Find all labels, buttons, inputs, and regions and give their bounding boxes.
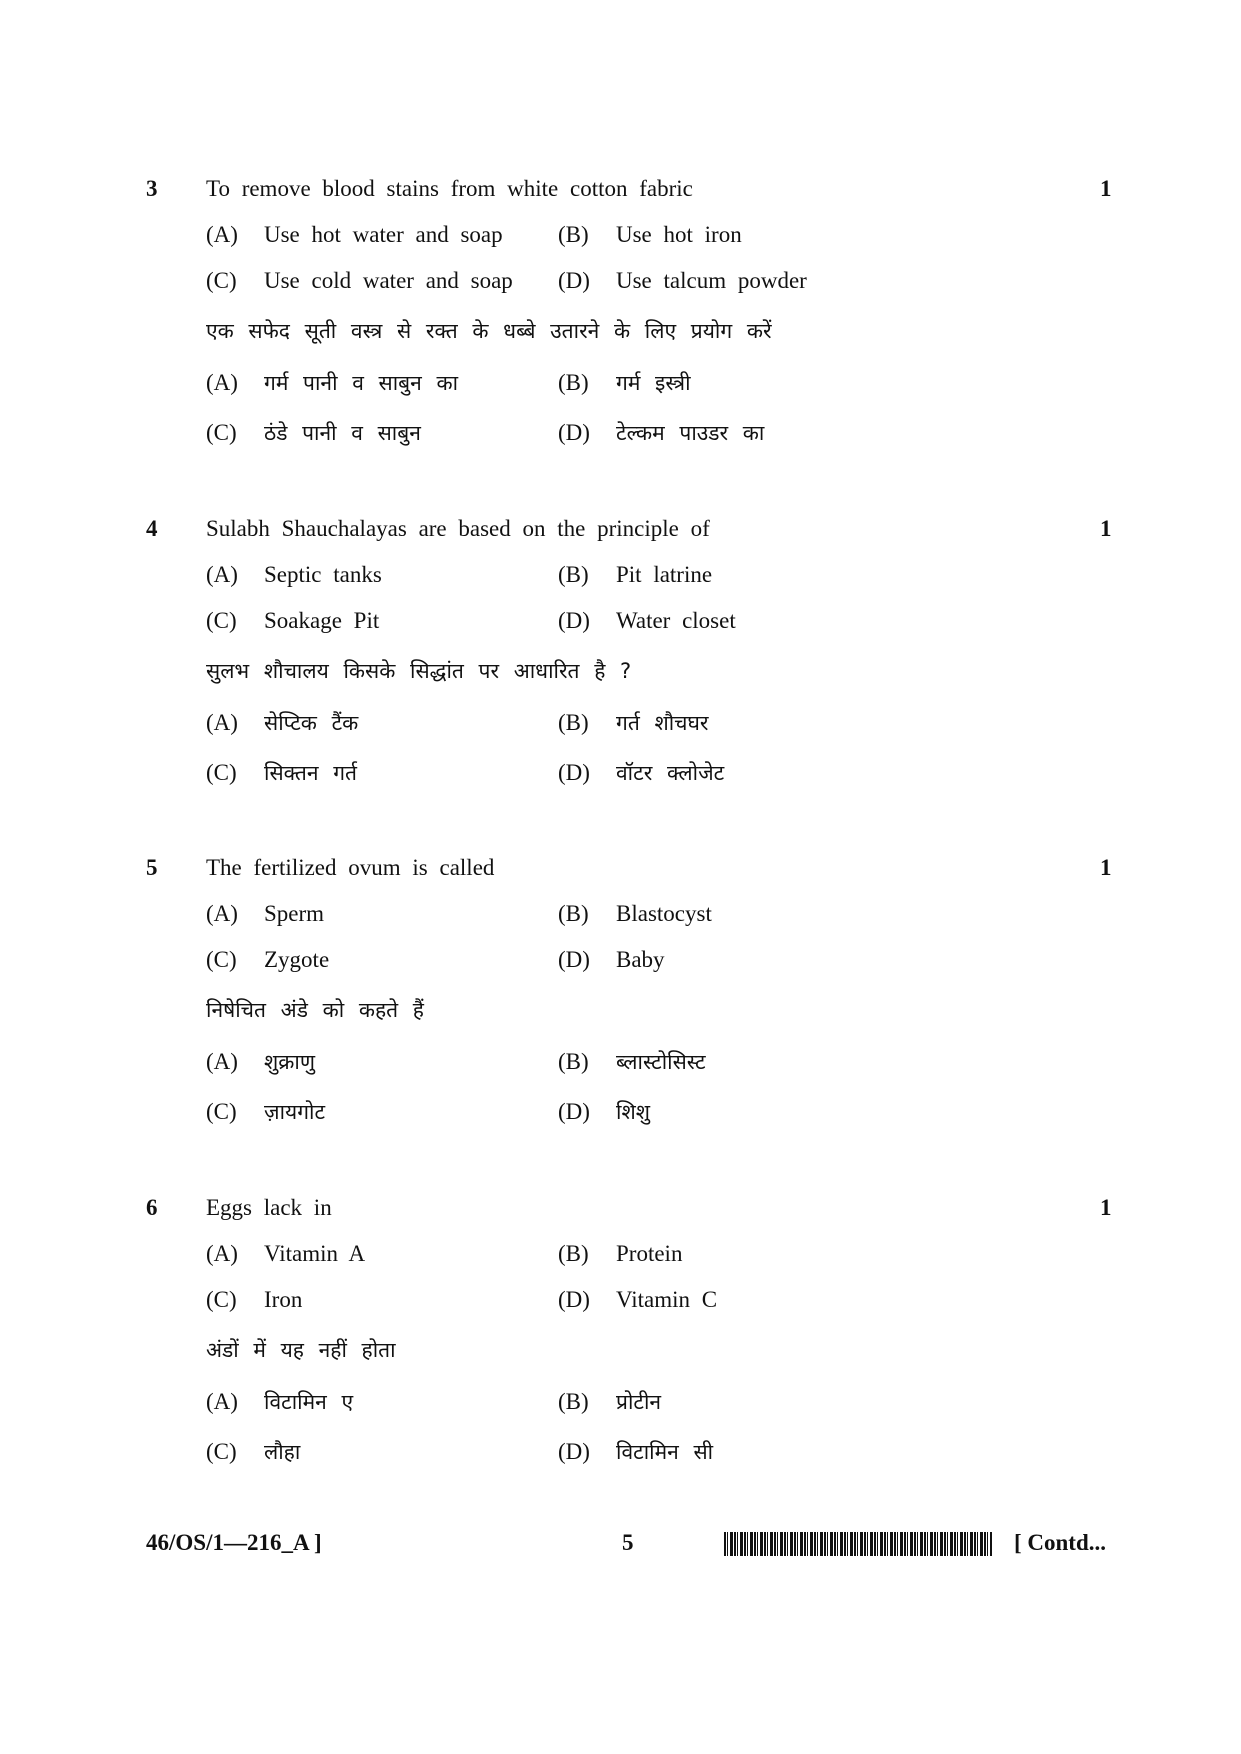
option-b-en: (B) Use hot iron bbox=[558, 222, 742, 247]
option-a-hi: (A) सेप्टिक टैंक bbox=[206, 710, 359, 735]
option-c-hi: (C) सिक्तन गर्त bbox=[206, 760, 357, 785]
option-b-en: (B) Blastocyst bbox=[558, 901, 712, 926]
option-a-en: (A) Vitamin A bbox=[206, 1241, 366, 1266]
question-text-en: To remove blood stains from white cotton fabric bbox=[206, 176, 693, 201]
question-marks: 1 bbox=[1100, 176, 1112, 201]
option-a-en: (A) Use hot water and soap bbox=[206, 222, 503, 247]
option-c-en: (C) Soakage Pit bbox=[206, 608, 380, 633]
option-c-en: (C) Iron bbox=[206, 1287, 303, 1312]
option-a-hi: (A) गर्म पानी व साबुन का bbox=[206, 370, 459, 395]
option-d-hi: (D) शिशु bbox=[558, 1099, 650, 1124]
question-marks: 1 bbox=[1100, 516, 1112, 541]
option-a-hi: (A) विटामिन ए bbox=[206, 1389, 354, 1414]
option-c-hi: (C) ज़ायगोट bbox=[206, 1099, 326, 1124]
option-b-hi: (B) ब्लास्टोसिस्ट bbox=[558, 1049, 706, 1074]
option-d-hi: (D) विटामिन सी bbox=[558, 1439, 714, 1464]
option-d-hi: (D) टेल्कम पाउडर का bbox=[558, 420, 765, 445]
question-number: 6 bbox=[146, 1195, 158, 1220]
question-text-en: Eggs lack in bbox=[206, 1195, 332, 1220]
option-d-en: (D) Use talcum powder bbox=[558, 268, 807, 293]
question-text-en: The fertilized ovum is called bbox=[206, 855, 495, 880]
question-number: 4 bbox=[146, 516, 158, 541]
option-b-hi: (B) गर्म इस्त्री bbox=[558, 370, 691, 395]
question-number: 3 bbox=[146, 176, 158, 201]
option-c-hi: (C) लौहा bbox=[206, 1439, 301, 1464]
question-number: 5 bbox=[146, 855, 158, 880]
question-text-en: Sulabh Shauchalayas are based on the principle of bbox=[206, 516, 710, 541]
paper-code: 46/OS/1—216_A ] bbox=[146, 1530, 322, 1555]
option-b-hi: (B) प्रोटीन bbox=[558, 1389, 662, 1414]
option-a-hi: (A) शुक्राणु bbox=[206, 1049, 316, 1074]
option-a-en: (A) Sperm bbox=[206, 901, 325, 926]
option-b-en: (B) Pit latrine bbox=[558, 562, 713, 587]
option-d-hi: (D) वॉटर क्लोजेट bbox=[558, 760, 725, 785]
question-text-hi: निषेचित अंडे को कहते हैं bbox=[206, 998, 424, 1022]
option-d-en: (D) Vitamin C bbox=[558, 1287, 718, 1312]
option-d-en: (D) Water closet bbox=[558, 608, 736, 633]
continued-label: [ Contd... bbox=[1014, 1530, 1107, 1555]
question-marks: 1 bbox=[1100, 855, 1112, 880]
option-c-en: (C) Use cold water and soap bbox=[206, 268, 513, 293]
option-d-en: (D) Baby bbox=[558, 947, 665, 972]
question-marks: 1 bbox=[1100, 1195, 1112, 1220]
option-a-en: (A) Septic tanks bbox=[206, 562, 382, 587]
option-b-en: (B) Protein bbox=[558, 1241, 683, 1266]
page-number: 5 bbox=[622, 1530, 634, 1555]
option-c-hi: (C) ठंडे पानी व साबुन bbox=[206, 420, 421, 445]
question-text-hi: एक सफेद सूती वस्त्र से रक्त के धब्बे उतारने के लिए प्रयोग करें bbox=[206, 319, 772, 343]
option-c-en: (C) Zygote bbox=[206, 947, 330, 972]
option-b-hi: (B) गर्त शौचघर bbox=[558, 710, 709, 735]
question-text-hi: अंडों में यह नहीं होता bbox=[206, 1338, 396, 1362]
barcode-icon bbox=[724, 1532, 992, 1556]
question-text-hi: सुलभ शौचालय किसके सिद्धांत पर आधारित है ? bbox=[206, 659, 632, 683]
page-footer bbox=[0, 1528, 1241, 1558]
